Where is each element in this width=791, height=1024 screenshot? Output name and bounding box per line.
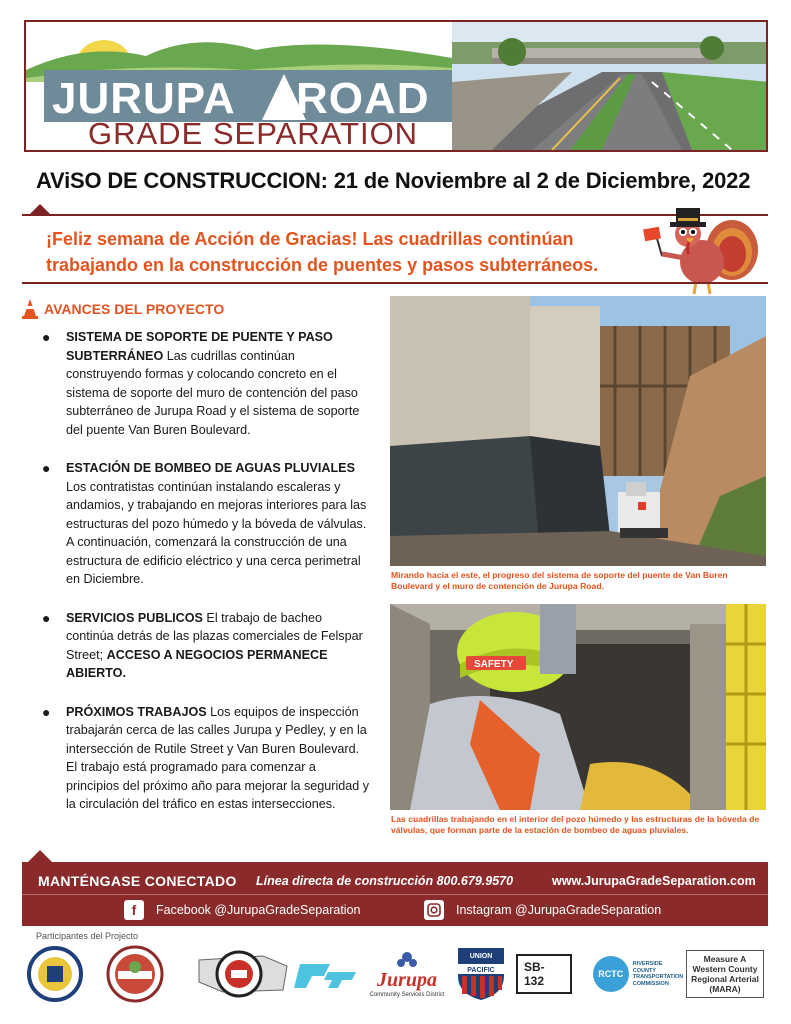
logo-word-jurupa: JURUPA <box>52 74 236 123</box>
instagram-handle: Instagram @JurupaGradeSeparation <box>456 903 662 917</box>
list-item-heading: ESTACIÓN DE BOMBEO DE AGUAS PLUVIALES <box>66 461 355 475</box>
jurupa-csd-name: Jurupa <box>376 968 438 991</box>
rctc-badge: RCTC <box>593 956 629 992</box>
partner-seal-2 <box>104 942 166 1006</box>
list-item-body <box>66 459 372 589</box>
mara-line4: (MARA) <box>709 984 741 994</box>
facebook-handle: Facebook @JurupaGradeSeparation <box>156 903 361 917</box>
union-pacific-line1: UNION <box>469 953 493 960</box>
rctc-sub2: COUNTY <box>632 967 656 974</box>
rctc-sub1: RIVERSIDE <box>632 961 663 967</box>
list-item-body <box>66 703 372 814</box>
logo-word-road: ROAD <box>296 74 430 123</box>
section-heading <box>20 298 224 320</box>
logo-subtitle: GRADE SEPARATION <box>88 116 419 151</box>
list-item-body <box>66 328 372 439</box>
list-item <box>38 609 372 683</box>
instagram-link[interactable] <box>424 900 661 920</box>
website-link[interactable]: www.JurupaGradeSeparation.com <box>552 874 756 888</box>
photo-caption-bottom: Las cuadrillas trabajando en el interior del pozo húmedo y las estructuras de la bóveda de válvulas, que forman parte de la estación de bombeo de aguas pluviales. <box>391 814 760 835</box>
notice-title: AViSO DE CONSTRUCCION: 21 de Noviembre al 2 de Diciembre, 2022 <box>36 168 751 193</box>
section-title: AVANCES DEL PROYECTO <box>44 301 225 317</box>
list-item-text: Las cudrillas continúan construyendo formas y colocando concreto en el sistema de soporte del muro de contención del paso subterráneo de Jurupa Road y el sistema de soporte del puente Van Buren Boulevard. <box>66 348 360 437</box>
bullet-dot: ● <box>42 329 51 345</box>
traffic-cone-icon <box>20 298 40 320</box>
partner-caltrans <box>292 942 364 1006</box>
facebook-icon: f <box>124 900 144 920</box>
partner-logos <box>22 942 774 1006</box>
facebook-link[interactable] <box>124 900 360 920</box>
union-pacific-line2: PACIFIC <box>467 967 495 974</box>
project-updates-list <box>38 328 372 834</box>
rctc-sub3: TRANSPORTATION <box>632 974 684 980</box>
list-item <box>38 328 372 439</box>
partner-mara <box>682 942 768 1006</box>
bullet-dot: ● <box>42 703 51 720</box>
list-item-text: Los equipos de inspección trabajarán cerca de las calles Jurupa y Pedley, y en la intersección de Rutile Street y Van Buren Boulevard. El trabajo está programado para comenzar a principios del próximo año para mejorar la seguridad y la circulación del tráfico en estas intersecciones. <box>66 704 370 811</box>
list-item-emphasis: ACCESO A NEGOCIOS PERMANECE ABIERTO. <box>66 647 328 680</box>
jurupa-csd-sub: Community Services District <box>369 991 445 998</box>
rctc-sub4: COMMISSION <box>632 980 669 987</box>
list-item-heading: PRÓXIMOS TRABAJOS <box>66 704 207 719</box>
divider-notch-top <box>30 204 50 214</box>
partner-seal-1 <box>24 942 86 1006</box>
mara-line1: Measure A <box>703 954 747 964</box>
mara-line2: Western County <box>692 964 758 974</box>
partner-union-pacific <box>452 942 510 1006</box>
list-item-heading: SERVICIOS PUBLICOS <box>66 610 203 625</box>
partner-rctc <box>578 942 698 1006</box>
sb132-label: SB-132 <box>516 954 572 994</box>
stay-connected-label: MANTÉNGASE CONECTADO <box>38 873 237 889</box>
list-item-body <box>66 609 372 683</box>
partners-label: Participantes del Projecto <box>36 931 139 941</box>
project-logo <box>26 22 452 150</box>
jurupa-csd-emblem-icon <box>397 951 417 969</box>
construction-hotline: Línea directa de construcción 800.679.9570 <box>256 874 514 888</box>
retaining-wall-photo <box>390 296 766 566</box>
list-item <box>38 459 372 589</box>
instagram-icon <box>424 900 444 920</box>
photo-caption-top: Mirando hacia el este, el progreso del sistema de soporte del puente de Van Buren Boulevard y el muro de contención de Jurupa Road. <box>391 570 728 591</box>
list-item <box>38 703 372 814</box>
partner-seal-3 <box>188 942 298 1006</box>
bullet-dot: ● <box>42 460 51 476</box>
helmet-text: SAFETY <box>474 659 514 670</box>
bullet-dot: ● <box>42 609 51 626</box>
header-banner <box>24 20 768 152</box>
footer-divider <box>22 894 768 895</box>
list-item-text: El trabajo de bacheo continúa detrás de las plazas comerciales de Felspar Street; <box>66 610 363 662</box>
road-rendering-image <box>452 22 768 150</box>
list-item-heading: SISTEMA DE SOPORTE DE PUENTE Y PASO SUBTERRÁNEO <box>66 330 333 363</box>
mara-line3: Regional Arterial <box>691 974 759 984</box>
list-item-text: Los contratistas continúan instalando escaleras y andamios, y trabajando en mejoras interiores para las estructuras del pozo húmedo y la bóveda de válvulas. A continuación, comenzará la construcción de una estructura de edificio eléctrico y una cerca perimetral en Diciembre. <box>66 479 367 586</box>
partner-sb132 <box>516 942 572 1006</box>
divider-banner <box>22 282 768 284</box>
thanksgiving-banner: ¡Feliz semana de Acción de Gracias! Las cuadrillas continúan trabajando en la construcción de puentes y pasos subterráneos. <box>46 229 599 275</box>
wet-well-photo <box>390 604 766 810</box>
partner-jurupa-csd <box>362 942 452 1006</box>
footer-notch <box>28 850 52 862</box>
